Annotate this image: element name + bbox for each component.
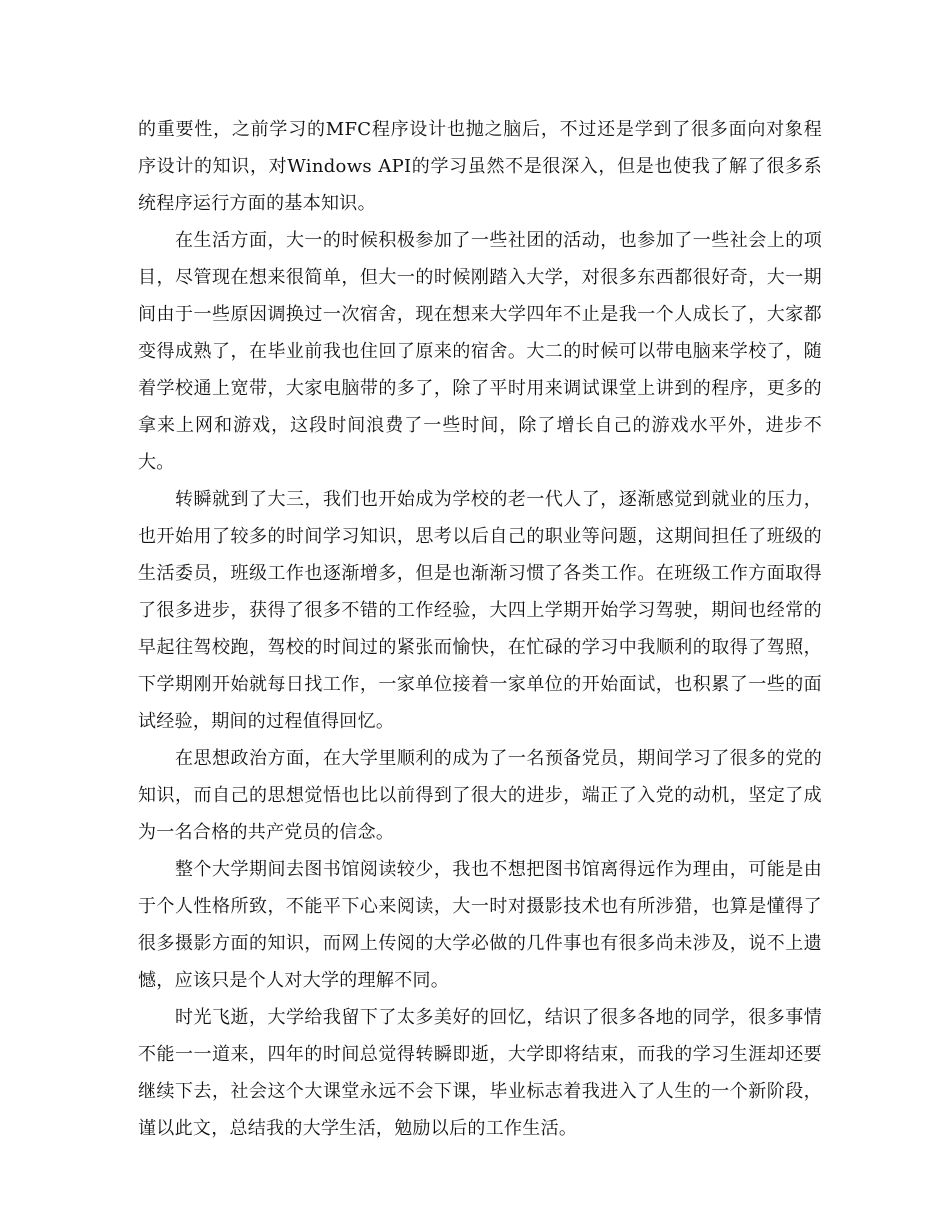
paragraph-political: 在思想政治方面，在大学里顺利的成为了一名预备党员，期间学习了很多的党的知识，而自己的思想觉悟也比以前得到了很大的进步，端正了入党的动机，坚定了成为一名合格的共产党员的信念。 xyxy=(138,748,822,843)
paragraph-life: 在生活方面，大一的时候积极参加了一些社团的活动，也参加了一些社会上的项目，尽管现在想来很简单，但大一的时候刚踏入大学，对很多东西都很好奇，大一期间由于一些原因调换过一次宿舍，现在想来大学四年不止是我一个人成长了，大家都变得成熟了，在毕业前我也住回了原来的宿舍。大二的时候可以带电脑来学校了，随着学校通上宽带，大家电脑带的多了，除了平时用来调试课堂上讲到的程序，更多的拿来上网和游戏，这段时间浪费了一些时间，除了增长自己的游戏水平外，进步不大。 xyxy=(138,230,822,473)
paragraph-continuation: 的重要性，之前学习的MFC程序设计也抛之脑后，不过还是学到了很多面向对象程序设计的知识，对Windows API的学习虽然不是很深入，但是也使我了解了很多系统程序运行方面的基本知识。 xyxy=(138,119,822,214)
paragraph-conclusion: 时光飞逝，大学给我留下了太多美好的回忆，结识了很多各地的同学，很多事情不能一一道来，四年的时间总觉得转瞬即逝，大学即将结束，而我的学习生涯却还要继续下去，社会这个大课堂永远不会下课，毕业标志着我进入了人生的一个新阶段，谨以此文，总结我的大学生活，勉励以后的工作生活。 xyxy=(138,1007,822,1139)
paragraph-library: 整个大学期间去图书馆阅读较少，我也不想把图书馆离得远作为理由，可能是由于个人性格所致，不能平下心来阅读，大一时对摄影技术也有所涉猎，也算是懂得了很多摄影方面的知识，而网上传阅的大学必做的几件事也有很多尚未涉及，说不上遗憾，应该只是个人对大学的理解不同。 xyxy=(138,859,822,991)
paragraph-junior-year: 转瞬就到了大三，我们也开始成为学校的老一代人了，逐渐感觉到就业的压力，也开始用了较多的时间学习知识，思考以后自己的职业等问题，这期间担任了班级的生活委员，班级工作也逐渐增多，但是也渐渐习惯了各类工作。在班级工作方面取得了很多进步，获得了很多不错的工作经验，大四上学期开始学习驾驶，期间也经常的早起往驾校跑，驾校的时间过的紧张而愉快，在忙碌的学习中我顺利的取得了驾照，下学期刚开始就每日找工作，一家单位接着一家单位的开始面试，也积累了一些的面试经验，期间的过程值得回忆。 xyxy=(138,489,822,732)
document-body xyxy=(138,111,822,1147)
